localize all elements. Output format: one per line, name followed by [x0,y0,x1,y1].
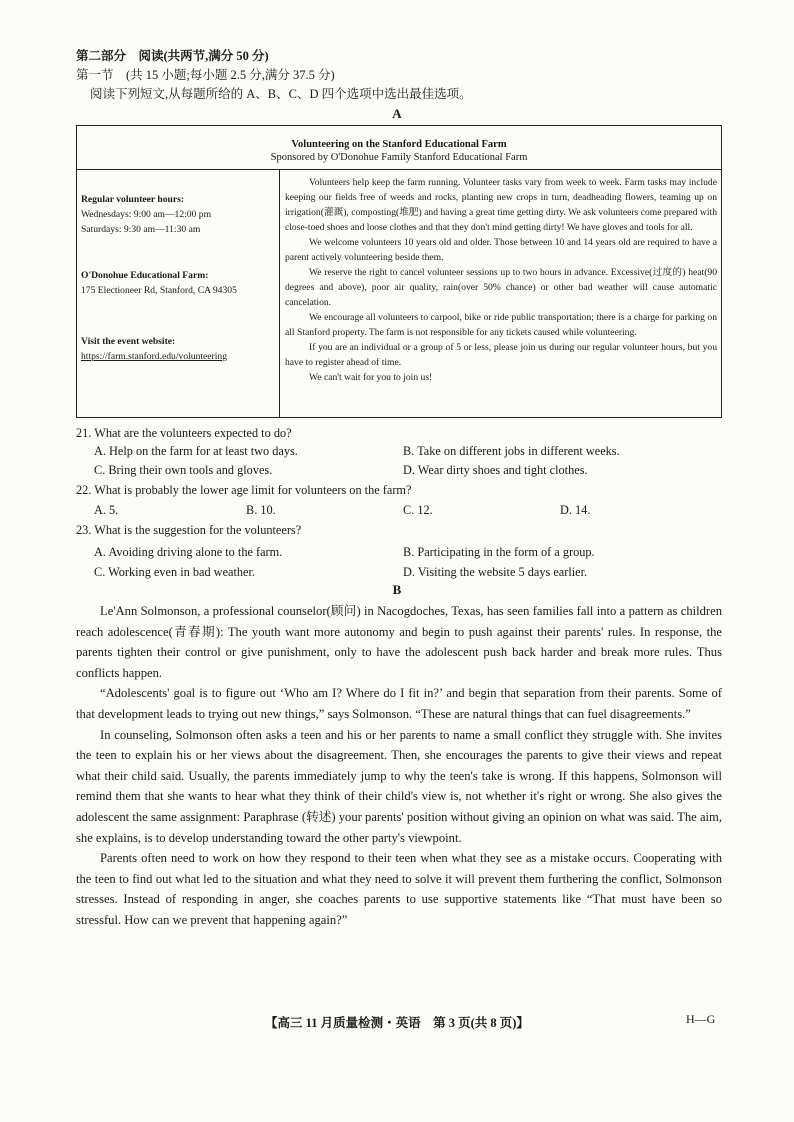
question-21: 21. What are the volunteers expected to do? [76,426,292,440]
table-right-column [285,175,717,385]
q22-option-d[interactable]: D. 14. [560,503,591,517]
passage-paragraph: Le'Ann Solmonson, a professional counselor(顾问) in Nacogdoches, Texas, has seen families fall into a pattern as children reach adolescence(青春期): The youth want more autonomy and begin to push against their parents' rules. In response, the parents tighten their control or give punishment, only to have the adolescent push back harder and break more rules. Thus conflicts happen. [76,604,722,680]
q23-option-b[interactable]: B. Participating in the form of a group. [403,545,595,559]
passage-b-label: B [392,582,402,597]
paper-code: H—G [686,1012,716,1026]
website-label: Visit the event website: [81,336,176,347]
passage-paragraph: In counseling, Solmonson often asks a teen and his or her parents to name a small conflict they struggle with. She invites the teen to explain his or her views about the disagreement. Then, she encourages the parents to give their views and repeat what their child said. Usually, the parents immediately jump to why the teen's take is wrong. If this happens, Solmonson will remind them that she wants to hear what they think of their child's view is, not whether it's right or wrong. She also gives the adolescent the same assignment: Paraphrase (转述) your parents' position without giving an opinion on what was said. The aim, she explains, is to develop understanding toward the other party's viewpoint. [76,727,722,845]
hours-label: Regular volunteer hours: [81,194,185,205]
passage-paragraph: Parents often need to work on how they respond to their teen when what they see as a mistake occurs. Cooperating with the teen to find out what led to the situation and what they need to solve it will prevent them furthering the conflict, Solmonson stresses. Instead of responding in anger, she coaches parents to use supportive statements like “That must have been so stressful. How can we prevent that happening again?” [76,851,722,927]
website-link[interactable]: https://farm.stanford.edu/volunteering [81,351,228,362]
question-23: 23. What is the suggestion for the volunteers? [76,523,302,537]
q21-option-d[interactable]: D. Wear dirty shoes and tight clothes. [403,463,588,477]
q23-option-d[interactable]: D. Visiting the website 5 days earlier. [403,565,588,579]
farm-label: O'Donohue Educational Farm: [81,270,209,281]
table-title: Volunteering on the Stanford Educational Farm [291,139,507,150]
q22-option-a[interactable]: A. 5. [94,503,119,517]
q23-option-a[interactable]: A. Avoiding driving alone to the farm. [94,545,283,559]
volunteer-table [76,125,722,418]
table-paragraph: Volunteers help keep the farm running. Volunteer tasks vary from week to week. Farm tasks may include keeping our fields free of weeds and rocks, planting new crops in turn, deadheading flowers, teaming up on irrigation(灌溉), composting(堆肥) and having a great time getting dirty. We ask volunteers come prepared with close-toed shoes and loose clothes and that they don't mind getting dirty! We have gloves and tools for all. [285,177,717,233]
table-paragraph: We can't wait for you to join us! [309,372,433,383]
table-paragraph: If you are an individual or a group of 5 or less, please join us during our regular volunteer hours, but you have to register ahead of time. [285,342,717,368]
section-instruction: 阅读下列短文,从每题所给的 A、B、C、D 四个选项中选出最佳选项。 [90,87,472,101]
table-sponsor: Sponsored by O'Donohue Family Stanford Educational Farm [270,152,528,163]
section-heading: 第二部分 阅读(共两节,满分 50 分) [76,49,269,63]
q21-option-a[interactable]: A. Help on the farm for at least two days. [94,444,298,458]
hours-saturday: Saturdays: 9:30 am—11:30 am [81,224,201,235]
section-subheading: 第一节 (共 15 小题;每小题 2.5 分,满分 37.5 分) [76,68,335,82]
question-22: 22. What is probably the lower age limit for volunteers on the farm? [76,483,412,497]
hours-wednesday: Wednesdays: 9:00 am—12:00 pm [81,209,212,220]
farm-address: 175 Electioneer Rd, Stanford, CA 94305 [81,285,237,296]
table-paragraph: We welcome volunteers 10 years old and older. Those between 10 and 14 years old are required to have a parent actively volunteering beside them. [285,237,717,263]
passage-a-label: A [392,106,402,121]
table-title-row [77,126,721,170]
q22-option-b[interactable]: B. 10. [246,503,276,517]
q23-option-c[interactable]: C. Working even in bad weather. [94,565,255,579]
q21-option-c[interactable]: C. Bring their own tools and gloves. [94,463,273,477]
page-footer: 【高三 11 月质量检测・英语 第 3 页(共 8 页)】 [265,1016,529,1030]
passage-b-body [76,601,722,931]
q22-option-c[interactable]: C. 12. [403,503,433,517]
table-paragraph: We reserve the right to cancel volunteer sessions up to two hours in advance. Excessive(过度的) heat(90 degrees and above), poor air quality, rain(over 50% chance) or other bad weather will cause automatic cancelation. [285,267,717,308]
q21-option-b[interactable]: B. Take on different jobs in different weeks. [403,444,620,458]
table-paragraph: We encourage all volunteers to carpool, bike or ride public transportation; there is a charge for parking on all Stanford property. The farm is not responsible for any tickets caused while volunteering. [285,312,717,338]
table-divider [279,170,280,417]
passage-paragraph: “Adolescents' goal is to figure out ‘Who am I? Where do I fit in?’ and begin that separation from their parents. Some of that development leads to trying out new things,” says Solmonson. “These are natural things that can fuel disagreements.” [76,686,722,721]
